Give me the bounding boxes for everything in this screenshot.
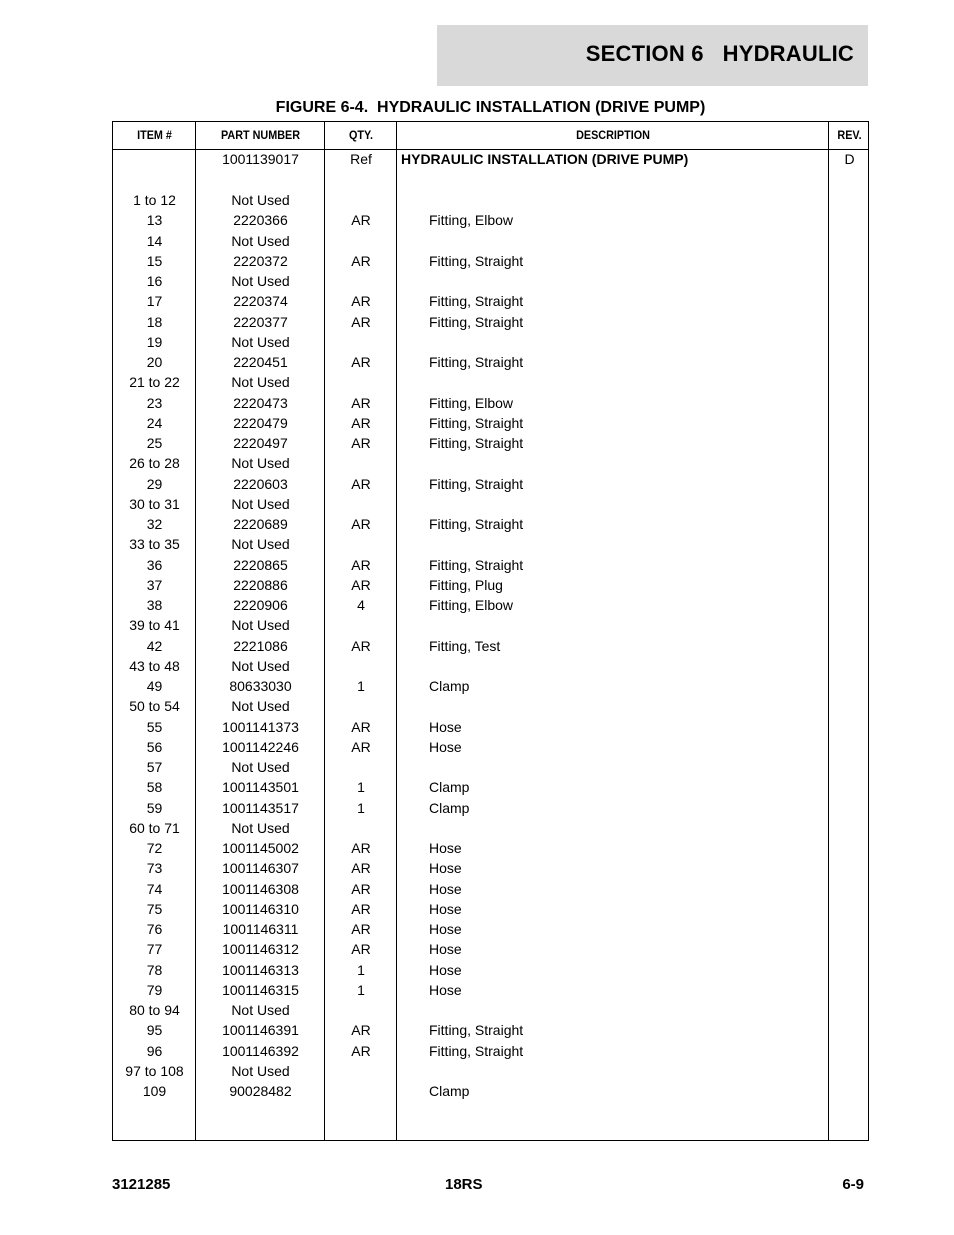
assembly-description: HYDRAULIC INSTALLATION (DRIVE PUMP) — [401, 151, 689, 167]
table-row — [113, 576, 868, 596]
qty-cell: AR — [351, 293, 371, 310]
qty-cell: 1 — [357, 961, 365, 978]
assembly-qty: Ref — [350, 151, 372, 167]
qty-cell: AR — [351, 840, 371, 856]
table-row — [113, 819, 868, 839]
item-number-cell: 58 — [146, 779, 163, 796]
part-number-cell: 1001146311 — [222, 921, 299, 937]
table-row — [113, 637, 868, 657]
table-row — [113, 778, 868, 798]
part-number-cell: 1001146391 — [222, 1022, 299, 1039]
description-cell: Clamp — [429, 678, 470, 694]
item-number-cell: 26 to 28 — [129, 455, 180, 472]
qty-cell: AR — [351, 738, 371, 755]
qty-cell: AR — [351, 414, 371, 431]
item-number-cell: 33 to 35 — [129, 536, 180, 553]
table-row — [113, 859, 868, 879]
parts-table — [112, 121, 869, 1141]
item-number-cell: 78 — [146, 961, 163, 978]
item-number-cell: 39 to 41 — [129, 617, 180, 634]
item-number-cell: 24 — [146, 414, 163, 431]
item-number-cell: 60 to 71 — [129, 819, 180, 836]
description-cell: Hose — [429, 860, 462, 877]
item-number-cell: 95 — [146, 1022, 163, 1039]
table-row — [113, 535, 868, 555]
table-row — [113, 677, 868, 697]
part-number-cell: 1001146315 — [222, 981, 299, 998]
qty-cell: AR — [351, 313, 371, 330]
assembly-row — [113, 150, 868, 170]
part-number-cell: 1001146310 — [222, 900, 299, 917]
item-number-cell: 109 — [142, 1083, 167, 1099]
table-row — [113, 718, 868, 738]
part-number-cell: 2220473 — [233, 394, 288, 411]
item-number-cell: 13 — [146, 212, 163, 229]
item-number-cell: 76 — [146, 921, 163, 937]
item-number-cell: 23 — [146, 394, 163, 411]
part-number-cell: 80633030 — [229, 678, 292, 694]
item-number-cell: 30 to 31 — [129, 495, 180, 512]
item-number-cell: 36 — [146, 556, 163, 573]
table-row — [113, 738, 868, 758]
description-cell: Fitting, Straight — [429, 516, 524, 532]
table-row — [113, 758, 868, 778]
item-number-cell: 80 to 94 — [129, 1002, 180, 1018]
table-row — [113, 596, 868, 616]
part-number-cell: 1001141373 — [222, 718, 299, 735]
table-row — [113, 657, 868, 677]
item-number-cell: 21 to 22 — [129, 374, 180, 391]
table-row — [113, 880, 868, 900]
part-number-cell: Not Used — [231, 455, 290, 472]
qty-cell: AR — [351, 252, 371, 269]
assembly-rev: D — [844, 151, 855, 167]
description-cell: Hose — [429, 840, 462, 856]
table-row — [113, 495, 868, 515]
item-number-cell: 25 — [146, 435, 163, 451]
part-number-cell: Not Used — [231, 333, 290, 350]
qty-cell: 1 — [357, 981, 365, 998]
description-cell: Fitting, Straight — [429, 354, 524, 370]
description-cell: Hose — [429, 941, 462, 958]
part-number-cell: Not Used — [231, 232, 290, 249]
part-number-cell: Not Used — [231, 1002, 290, 1018]
description-cell: Fitting, Straight — [429, 414, 524, 431]
footer-document-number: 3121285 — [112, 1176, 171, 1193]
qty-cell: 1 — [357, 799, 365, 816]
part-number-cell: 1001146307 — [222, 860, 299, 877]
part-number-cell: 2220366 — [233, 212, 288, 229]
part-number-cell: Not Used — [231, 657, 290, 674]
qty-cell: AR — [351, 860, 371, 877]
part-number-cell: 2220497 — [233, 435, 288, 451]
part-number-cell: 90028482 — [229, 1083, 292, 1099]
column-header-item: ITEM # — [137, 128, 172, 142]
item-number-cell: 19 — [146, 333, 163, 350]
table-row — [113, 1062, 868, 1082]
column-header-rev: REV. — [837, 128, 862, 142]
table-row — [113, 799, 868, 819]
part-number-cell: 1001143517 — [222, 799, 299, 816]
table-row — [113, 616, 868, 636]
table-row — [113, 191, 868, 211]
column-header-description: DESCRIPTION — [576, 128, 650, 142]
table-row — [113, 232, 868, 252]
description-cell: Fitting, Straight — [429, 435, 524, 451]
part-number-cell: 2220479 — [233, 414, 288, 431]
item-number-cell: 38 — [146, 597, 163, 613]
table-row — [113, 252, 868, 272]
qty-cell: AR — [351, 1042, 371, 1059]
description-cell: Fitting, Plug — [429, 576, 503, 593]
part-number-cell: Not Used — [231, 273, 290, 289]
part-number-cell: 1001146392 — [222, 1042, 299, 1059]
table-row — [113, 414, 868, 434]
table-row — [113, 434, 868, 454]
item-number-cell: 29 — [146, 475, 163, 492]
part-number-cell: 2220906 — [233, 597, 288, 613]
part-number-cell: 2220689 — [233, 516, 288, 532]
part-number-cell: Not Used — [231, 192, 290, 208]
qty-cell: AR — [351, 718, 371, 735]
qty-cell: AR — [351, 1022, 371, 1039]
qty-cell: AR — [351, 516, 371, 532]
section-title: SECTION 6 HYDRAULIC — [585, 41, 854, 66]
qty-cell: 1 — [357, 678, 365, 694]
item-number-cell: 17 — [146, 293, 163, 310]
part-number-cell: 2220886 — [233, 576, 288, 593]
part-number-cell: Not Used — [231, 536, 290, 553]
qty-cell: AR — [351, 576, 371, 593]
part-number-cell: Not Used — [231, 698, 290, 715]
table-row — [113, 373, 868, 393]
item-number-cell: 72 — [146, 840, 163, 856]
description-cell: Fitting, Elbow — [429, 597, 514, 613]
qty-cell: AR — [351, 921, 371, 937]
item-number-cell: 56 — [146, 738, 163, 755]
description-cell: Fitting, Straight — [429, 252, 524, 269]
description-cell: Fitting, Test — [429, 637, 501, 654]
part-number-cell: Not Used — [231, 1062, 290, 1079]
part-number-cell: Not Used — [231, 617, 290, 634]
table-row — [113, 920, 868, 940]
qty-cell: 4 — [357, 597, 365, 613]
qty-cell: AR — [351, 212, 371, 229]
table-row — [113, 313, 868, 333]
table-row — [113, 394, 868, 414]
item-number-cell: 55 — [146, 718, 163, 735]
table-row — [113, 961, 868, 981]
qty-cell: AR — [351, 394, 371, 411]
item-number-cell: 1 to 12 — [133, 192, 176, 208]
part-number-cell: 1001143501 — [222, 779, 299, 796]
item-number-cell: 97 to 108 — [125, 1062, 184, 1079]
table-row — [113, 900, 868, 920]
qty-cell: AR — [351, 880, 371, 897]
item-number-cell: 50 to 54 — [129, 698, 180, 715]
part-number-cell: Not Used — [231, 759, 290, 775]
description-cell: Hose — [429, 738, 462, 755]
part-number-cell: 2220374 — [233, 293, 288, 310]
item-number-cell: 14 — [146, 232, 163, 249]
item-number-cell: 20 — [146, 354, 163, 370]
description-cell: Clamp — [429, 799, 470, 816]
footer-model: 18RS — [445, 1176, 483, 1193]
item-number-cell: 16 — [146, 273, 163, 289]
part-number-cell: 2220603 — [233, 475, 288, 492]
table-row — [113, 1001, 868, 1021]
description-cell: Fitting, Straight — [429, 1042, 524, 1059]
part-number-cell: 2221086 — [233, 637, 288, 654]
part-number-cell: 2220372 — [233, 252, 288, 269]
qty-cell: AR — [351, 475, 371, 492]
item-number-cell: 43 to 48 — [129, 657, 180, 674]
part-number-cell: Not Used — [231, 495, 290, 512]
description-cell: Fitting, Straight — [429, 1022, 524, 1039]
description-cell: Hose — [429, 880, 462, 897]
table-row — [113, 1082, 868, 1102]
description-cell: Clamp — [429, 779, 470, 796]
section-header-band — [437, 25, 868, 86]
item-number-cell: 73 — [146, 860, 163, 877]
qty-cell: 1 — [357, 779, 365, 796]
table-row — [113, 454, 868, 474]
part-number-cell: 1001142246 — [222, 738, 299, 755]
part-number-cell: 1001146312 — [222, 941, 299, 958]
description-cell: Clamp — [429, 1083, 470, 1099]
table-row — [113, 272, 868, 292]
description-cell: Fitting, Elbow — [429, 212, 514, 229]
column-header-qty: QTY. — [348, 128, 373, 142]
item-number-cell: 57 — [146, 759, 163, 775]
part-number-cell: 1001146313 — [222, 961, 299, 978]
table-row — [113, 475, 868, 495]
description-cell: Fitting, Straight — [429, 313, 524, 330]
part-number-cell: 1001145002 — [222, 840, 299, 856]
table-row — [113, 292, 868, 312]
item-number-cell: 59 — [146, 799, 163, 816]
item-number-cell: 75 — [146, 900, 163, 917]
item-number-cell: 74 — [146, 880, 163, 897]
table-row — [113, 1021, 868, 1041]
part-number-cell: 2220865 — [233, 556, 288, 573]
item-number-cell: 49 — [146, 678, 163, 694]
item-number-cell: 79 — [146, 981, 163, 998]
column-header-part-number: PART NUMBER — [220, 128, 301, 142]
description-cell: Hose — [429, 718, 462, 735]
item-number-cell: 37 — [146, 576, 163, 593]
part-number-cell: 2220377 — [233, 313, 288, 330]
description-cell: Fitting, Elbow — [429, 394, 514, 411]
assembly-part-number: 1001139017 — [222, 151, 299, 167]
description-cell: Hose — [429, 961, 462, 978]
table-row — [113, 839, 868, 859]
qty-cell: AR — [351, 435, 371, 451]
table-row — [113, 515, 868, 535]
qty-cell: AR — [351, 637, 371, 654]
table-row — [113, 353, 868, 373]
qty-cell: AR — [351, 354, 371, 370]
table-row — [113, 556, 868, 576]
description-cell: Fitting, Straight — [429, 293, 524, 310]
description-cell: Fitting, Straight — [429, 475, 524, 492]
table-row — [113, 981, 868, 1001]
qty-cell: AR — [351, 900, 371, 917]
footer-page-number: 6-9 — [842, 1176, 864, 1193]
item-number-cell: 77 — [146, 941, 163, 958]
qty-cell: AR — [351, 556, 371, 573]
item-number-cell: 42 — [146, 637, 163, 654]
part-number-cell: Not Used — [231, 819, 290, 836]
table-row — [113, 333, 868, 353]
part-number-cell: 2220451 — [233, 354, 288, 370]
qty-cell: AR — [351, 941, 371, 958]
table-row — [113, 1042, 868, 1062]
table-row — [113, 940, 868, 960]
item-number-cell: 96 — [146, 1042, 163, 1059]
part-number-cell: Not Used — [231, 374, 290, 391]
item-number-cell: 18 — [146, 313, 163, 330]
figure-title: FIGURE 6-4. HYDRAULIC INSTALLATION (DRIVE PUMP) — [275, 99, 706, 116]
table-row — [113, 697, 868, 717]
description-cell: Hose — [429, 981, 462, 998]
part-number-cell: 1001146308 — [222, 880, 299, 897]
table-row — [113, 211, 868, 231]
item-number-cell: 32 — [146, 516, 163, 532]
description-cell: Hose — [429, 900, 462, 917]
item-number-cell: 15 — [146, 252, 163, 269]
description-cell: Fitting, Straight — [429, 556, 524, 573]
description-cell: Hose — [429, 921, 462, 937]
